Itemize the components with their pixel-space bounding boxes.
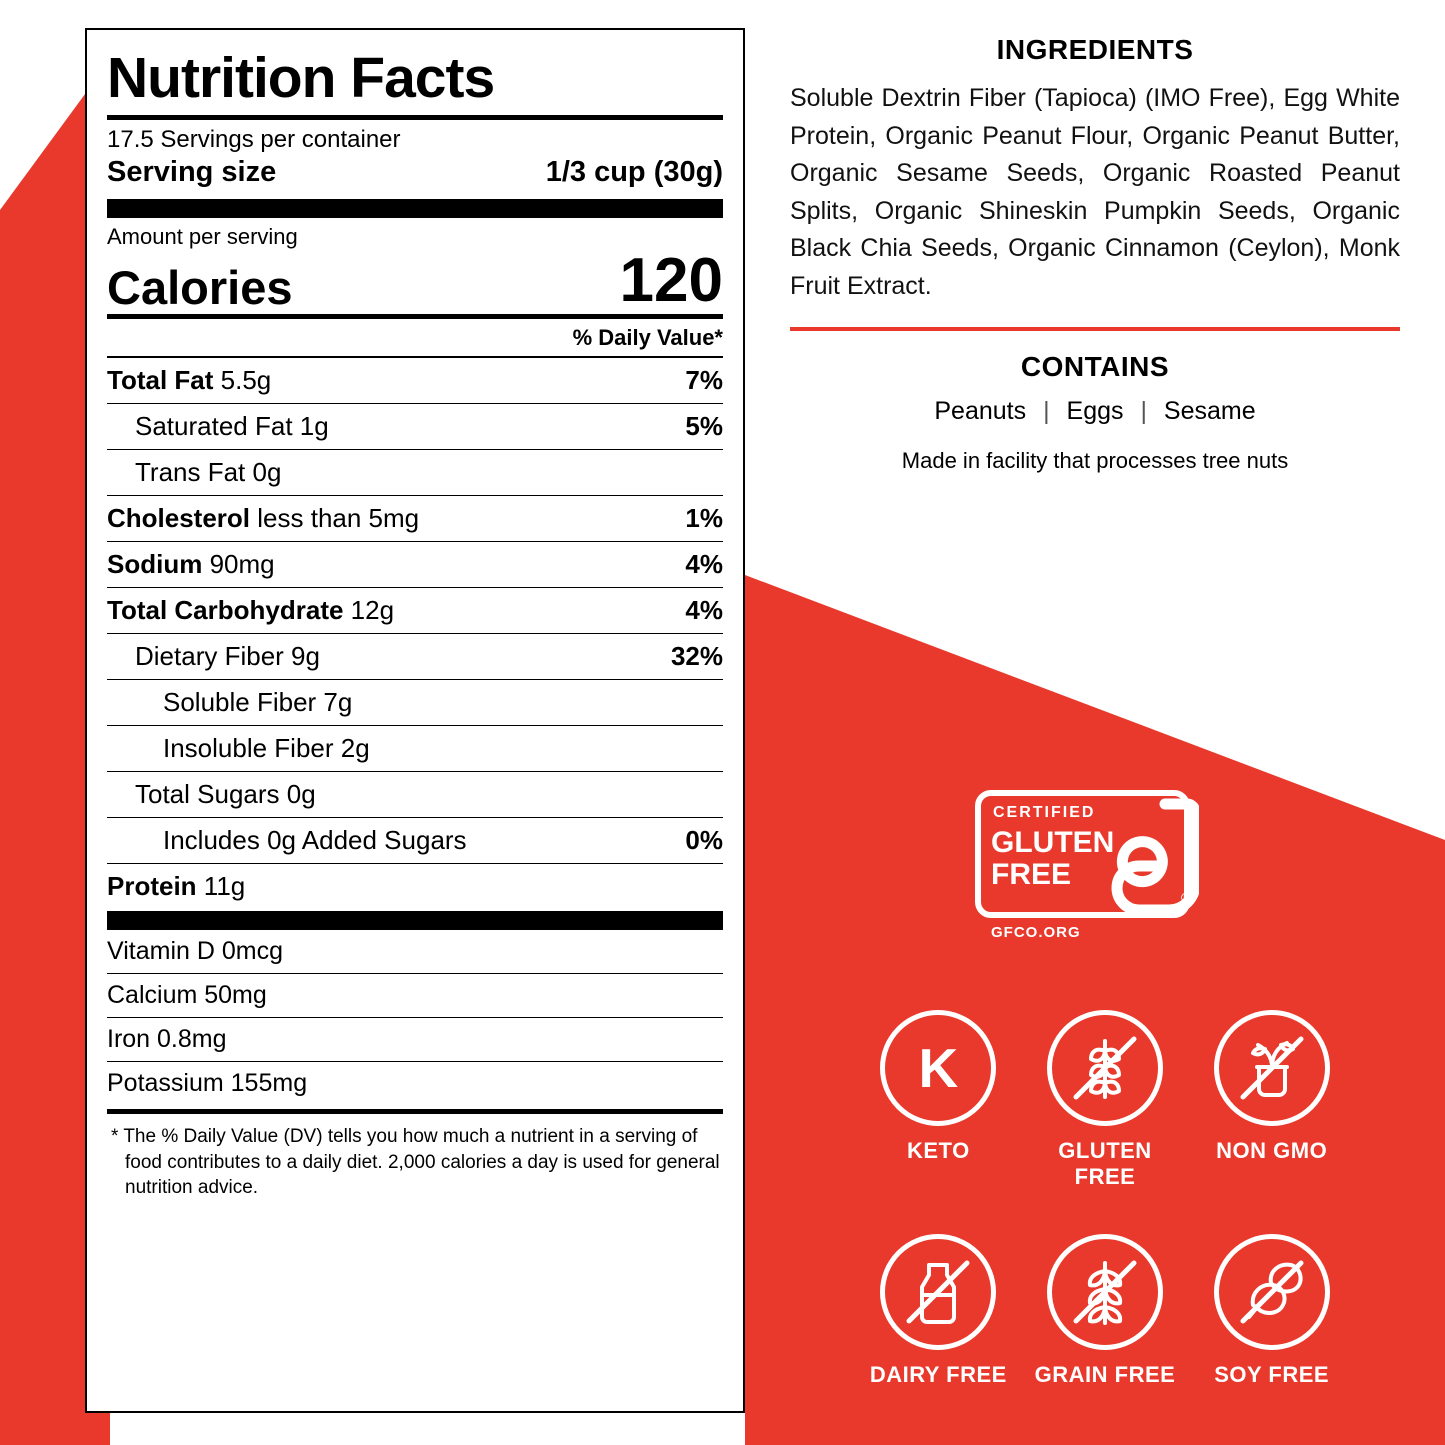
claim-badge [1025, 1010, 1185, 1190]
nutrient-label: Total Fat [107, 365, 214, 395]
nutrient-name [107, 365, 271, 396]
nutrient-amount: 11g [196, 871, 246, 901]
nutrient-row [107, 449, 723, 495]
allergen-separator: | [1140, 397, 1147, 425]
allergen-item: Peanuts [934, 397, 1027, 425]
claim-label: SOY FREE [1214, 1362, 1330, 1387]
gfco-url-text: GFCO.ORG [991, 924, 1081, 941]
footnote-text: * The % Daily Value (DV) tells you how much a nutrient in a serving of food contributes to a daily diet. 2,000 calories a day is used for general nutrition advice. [111, 1126, 720, 1199]
gfco-certified-text: CERTIFIED [993, 804, 1096, 821]
nutrient-daily-value: 1% [685, 503, 723, 533]
no-soy-icon [1214, 1234, 1330, 1350]
servings-per-container: 17.5 Servings per container [107, 126, 401, 153]
serving-size-label: Serving size [107, 156, 277, 188]
calories-label: Calories [107, 260, 293, 314]
nutrient-name [107, 411, 329, 442]
right-info-column [790, 34, 1400, 474]
vitamin-row [107, 973, 723, 1017]
claim-badge [1192, 1234, 1352, 1388]
nutrient-amount: 7g [316, 687, 353, 717]
vitamin-row [107, 930, 723, 973]
nutrient-label: Soluble Fiber [163, 687, 317, 717]
claim-badge [858, 1234, 1018, 1388]
vitamin-row [107, 1061, 723, 1105]
nutrient-name [107, 549, 275, 580]
nutrient-daily-value: 4% [685, 549, 723, 579]
nutrient-row [107, 541, 723, 587]
nutrient-label: Total Sugars [135, 779, 280, 809]
calories-value: 120 [619, 246, 723, 315]
nutrient-daily-value: 5% [685, 411, 723, 441]
claim-badge [1192, 1010, 1352, 1190]
nutrient-amount: 12g [343, 595, 395, 625]
nutrient-row [107, 817, 723, 863]
ingredients-text: Soluble Dextrin Fiber (Tapioca) (IMO Free), Egg White Protein, Organic Peanut Flour, Organic Peanut Butter, Organic Sesame Seeds, Organic Roasted Peanut Splits, Organic Shineskin Pumpkin Seeds, Organic Black Chia Seeds, Organic Cinnamon (Ceylon), Monk Fruit Extract. [790, 84, 1400, 300]
nutrient-daily-value: 7% [685, 365, 723, 395]
nutrient-amount: 5.5g [213, 365, 272, 395]
gfco-g-logo-icon [1103, 798, 1199, 916]
gfco-gluten-text: GLUTEN [991, 826, 1115, 859]
thick-divider [107, 911, 723, 930]
nutrient-label: Includes 0g Added Sugars [163, 825, 467, 855]
contains-title: CONTAINS [1020, 351, 1170, 382]
nutrient-row [107, 863, 723, 909]
claim-label: KETO [906, 1138, 970, 1163]
nutrient-label: Total Carbohydrate [107, 595, 344, 625]
allergen-separator: | [1043, 397, 1050, 425]
nutrient-row [107, 495, 723, 541]
claim-badge [858, 1010, 1018, 1190]
nutrient-row [107, 403, 723, 449]
nutrient-name [107, 825, 467, 856]
nutrient-row [107, 356, 723, 403]
vitamin-name: Potassium 155mg [107, 1069, 308, 1097]
vitamin-row [107, 1017, 723, 1061]
nutrient-row [107, 771, 723, 817]
calories-row [107, 246, 723, 315]
daily-value-header: % Daily Value* [572, 325, 723, 350]
nutrient-name [107, 779, 316, 810]
nutrient-name [107, 687, 352, 718]
nutrient-daily-value: 4% [685, 595, 723, 625]
claim-label: NON GMO [1216, 1138, 1328, 1163]
nutrition-facts-panel [85, 28, 745, 1413]
thick-divider [107, 199, 723, 218]
claim-badge [1025, 1234, 1185, 1388]
claim-label: GRAIN FREE [1034, 1362, 1176, 1387]
facility-note: Made in facility that processes tree nuts [901, 448, 1289, 473]
ingredients-title: INGREDIENTS [996, 34, 1194, 65]
no-grain-icon [1047, 1234, 1163, 1350]
nutrient-label: Sodium [107, 549, 203, 579]
serving-size-row [107, 156, 723, 197]
nutrient-label: Insoluble Fiber [163, 733, 334, 763]
product-claims-grid [855, 1010, 1355, 1388]
claim-label: DAIRY FREE [869, 1362, 1007, 1387]
nutrient-amount: 1g [292, 411, 329, 441]
nutrient-row [107, 679, 723, 725]
red-divider [790, 327, 1400, 331]
no-gmo-icon [1214, 1010, 1330, 1126]
nutrient-label: Dietary Fiber [135, 641, 284, 671]
contains-allergen-list [790, 397, 1400, 426]
nutrient-row [107, 587, 723, 633]
nutrient-label: Protein [107, 871, 197, 901]
nutrient-amount: 0g [245, 457, 282, 487]
nutrient-daily-value: 32% [670, 641, 723, 671]
vitamin-name: Calcium 50mg [107, 981, 267, 1009]
keto-letter: K [918, 1037, 959, 1099]
nutrient-name [107, 457, 281, 488]
allergen-item: Eggs [1066, 397, 1124, 425]
nutrient-amount: 2g [333, 733, 370, 763]
nutrient-row [107, 725, 723, 771]
nutrient-amount: 9g [283, 641, 320, 671]
nutrient-name [107, 595, 394, 626]
claim-label: GLUTEN FREE [1058, 1138, 1152, 1189]
no-milk-icon [880, 1234, 996, 1350]
nutrient-label: Trans Fat [135, 457, 246, 487]
nutrient-rows [107, 356, 723, 909]
gfco-free-text: FREE [991, 858, 1072, 891]
vitamin-name: Iron 0.8mg [107, 1025, 227, 1053]
nutrient-label: Saturated Fat [135, 411, 293, 441]
nutrient-name [107, 871, 245, 902]
nutrient-label: Cholesterol [107, 503, 251, 533]
serving-size-value: 1/3 cup (30g) [545, 156, 723, 188]
daily-value-footnote [107, 1109, 723, 1201]
nutrition-facts-title: Nutrition Facts [107, 46, 495, 110]
allergen-item: Sesame [1163, 397, 1256, 425]
nutrient-amount: 90mg [202, 549, 275, 579]
amount-per-serving-label: Amount per serving [107, 224, 298, 249]
keto-k-icon [880, 1010, 996, 1126]
nutrient-name [107, 503, 419, 534]
nutrient-amount: 0g [279, 779, 316, 809]
certified-gluten-free-badge [975, 790, 1205, 940]
nutrient-daily-value: 0% [685, 825, 723, 855]
vitamin-rows [107, 930, 723, 1105]
nutrient-name [107, 733, 370, 764]
no-wheat-icon [1047, 1010, 1163, 1126]
vitamin-name: Vitamin D 0mcg [107, 937, 283, 965]
nutrient-name [107, 641, 320, 672]
nutrient-row [107, 633, 723, 679]
registered-trademark-text: ® [1181, 890, 1191, 905]
nutrient-amount: less than 5mg [250, 503, 420, 533]
